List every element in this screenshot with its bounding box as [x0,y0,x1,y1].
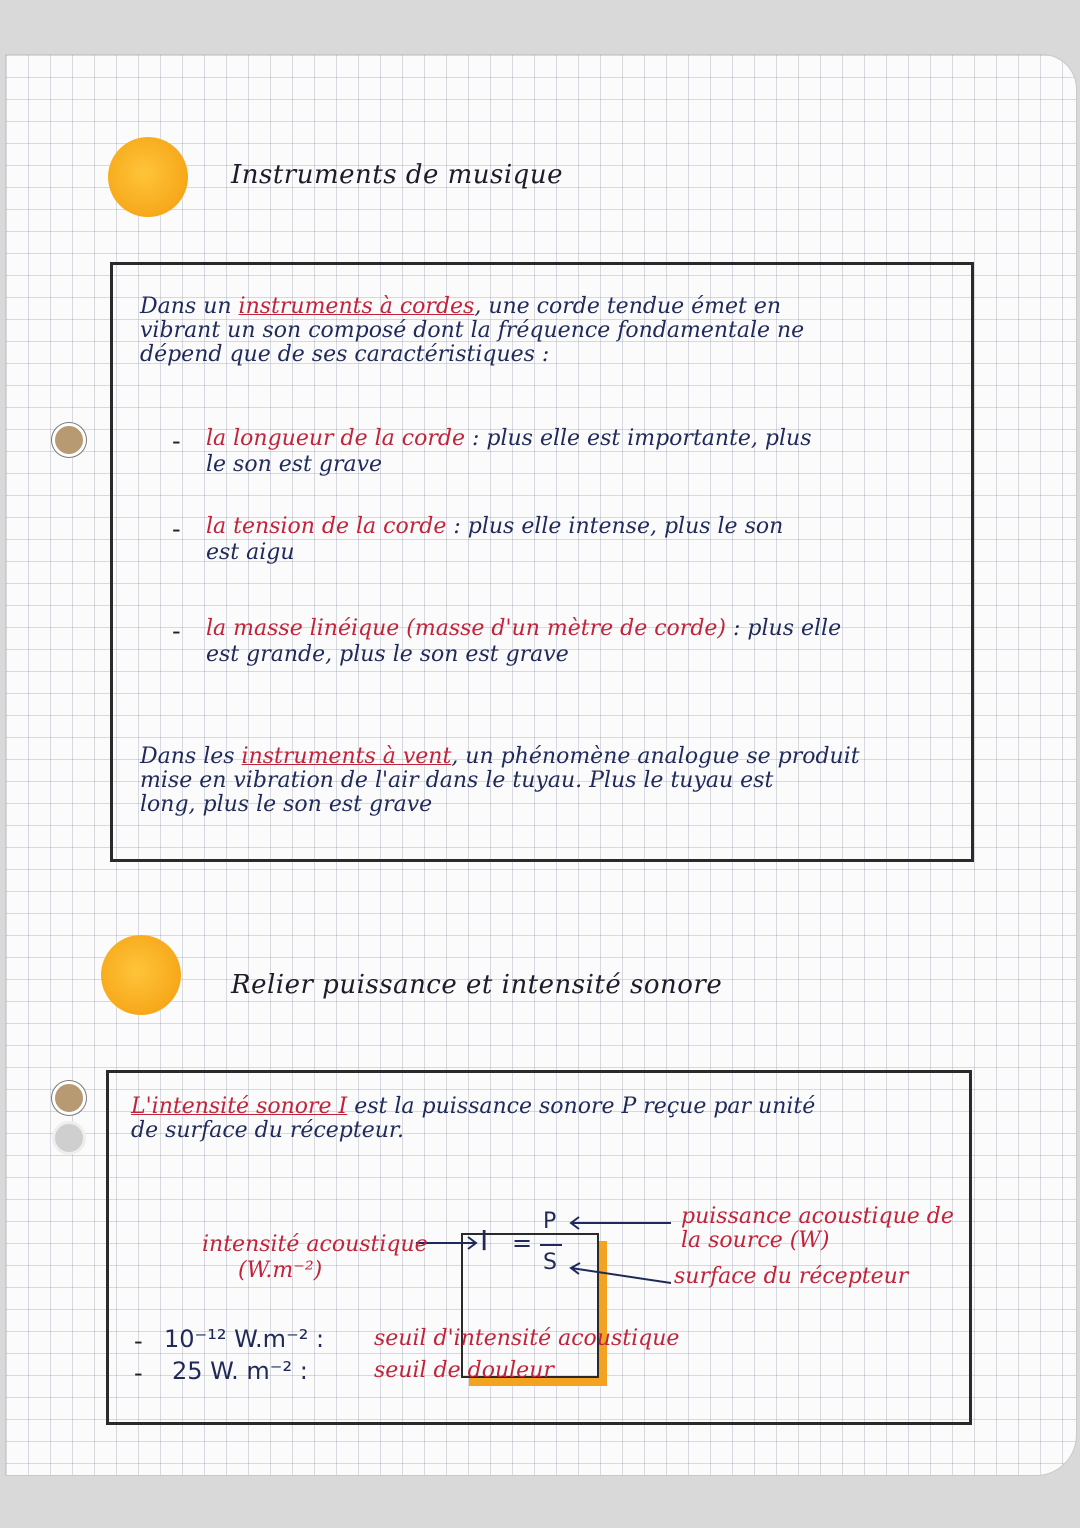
def-line-1 [131,1095,815,1119]
def-keyword: L'intensité sonore I [131,1094,348,1119]
formula-denominator: S [543,1250,557,1275]
label-power-unit: la source (W) [681,1228,830,1253]
item1-text: : plus elle est importante, plus [464,426,812,451]
item2-line-1 [206,515,783,539]
section1-title: Instruments de musique [231,160,563,190]
item1-line-2: le son est grave [206,452,383,477]
item1-keyword: la longueur de la corde [206,426,465,451]
label-surface: surface du récepteur [674,1264,909,1289]
def-line-2: de surface du récepteur. [131,1118,404,1143]
wind-text-cont: , un phénomène analogue se produit [451,744,860,769]
label-power: puissance acoustique de [681,1204,954,1229]
binder-hole-middle [52,1081,86,1115]
item1-line-1 [206,427,812,451]
threshold2-value: 25 W. m⁻² : [172,1357,308,1385]
item2-keyword: la tension de la corde [206,514,447,539]
item3-text: : plus elle [726,616,842,641]
threshold1-dash: - [134,1327,143,1355]
intro-keyword: instruments à cordes [238,294,475,319]
item3-keyword: la masse linéique (masse d'un mètre de corde) [206,616,727,641]
intro-line-2: vibrant un son composé dont la fréquence fondamentale ne [140,318,805,343]
item3-line-1 [206,617,841,641]
item2-text: : plus elle intense, plus le son [446,514,784,539]
intro-line-3: dépend que de ses caractéristiques : [140,342,550,367]
wind-line-1 [140,745,860,769]
wind-keyword: instruments à vent [241,744,452,769]
item3-dash: - [172,617,181,645]
def-text: est la puissance sonore P reçue par unité [347,1094,816,1119]
threshold1-value: 10⁻¹² W.m⁻² : [164,1325,325,1353]
section2-title: Relier puissance et intensité sonore [231,970,723,1000]
threshold1-label: seuil d'intensité acoustique [374,1326,680,1351]
notebook-page [6,55,1076,1475]
formula-lhs: I [480,1224,489,1257]
intro-text-cont: , une corde tendue émet en [474,294,782,319]
wind-line-2: mise en vibration de l'air dans le tuyau. Plus le tuyau est [140,768,774,793]
wind-text: Dans les [140,744,242,769]
item3-line-2: est grande, plus le son est grave [206,642,569,667]
label-intensity: intensité acoustique [202,1232,428,1257]
label-intensity-unit: (W.m⁻²) [238,1258,323,1283]
section1-bullet-dot [108,137,188,217]
item2-line-2: est aigu [206,540,295,565]
intro-line-1 [140,295,781,319]
section2-bullet-dot [101,935,181,1015]
threshold2-label: seuil de douleur [374,1358,554,1383]
threshold2-dash: - [134,1359,143,1387]
item1-dash: - [172,427,181,455]
binder-hole-shadow [52,1121,86,1155]
item2-dash: - [172,515,181,543]
formula-equals: = [512,1229,533,1257]
wind-line-3: long, plus le son est grave [140,792,433,817]
binder-hole-top [52,423,86,457]
intro-text: Dans un [140,294,239,319]
formula-numerator: P [543,1209,557,1234]
